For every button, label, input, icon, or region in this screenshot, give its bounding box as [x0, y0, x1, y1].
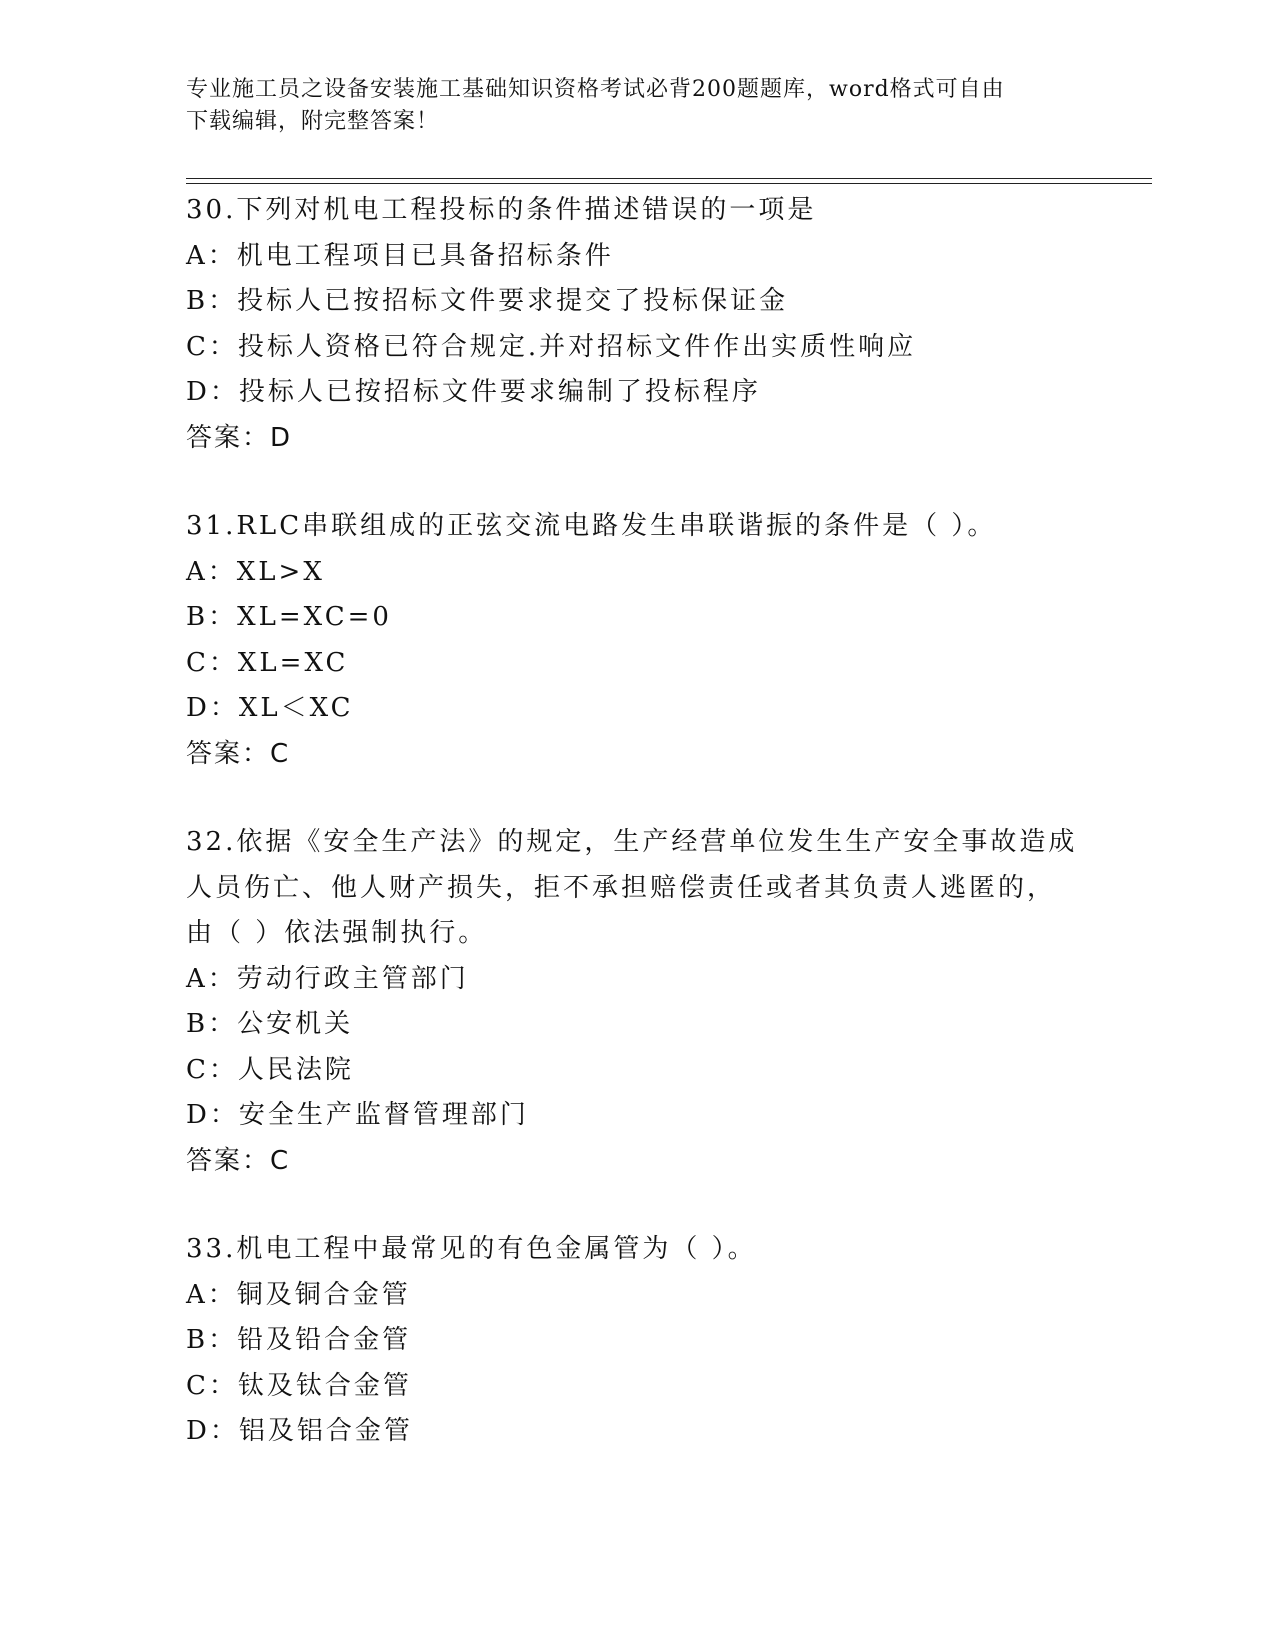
- option-a: A：铜及铜合金管: [186, 1279, 411, 1310]
- question-text: 人员伤亡、他人财产损失，拒不承担赔偿责任或者其负责人逃匿的，: [186, 872, 1057, 903]
- question-list: [186, 188, 1086, 1455]
- spacer: [186, 461, 1086, 504]
- answer: 答案：C: [186, 738, 291, 769]
- question-31: [186, 504, 1086, 777]
- spacer: [186, 1184, 1086, 1227]
- option-d: D：投标人已按招标文件要求编制了投标程序: [186, 377, 761, 407]
- question-33: [186, 1227, 1086, 1455]
- option-c: C：钛及钛合金管: [186, 1370, 412, 1401]
- option-c: C：人民法院: [186, 1054, 354, 1085]
- option-b: B：铅及铅合金管: [186, 1325, 412, 1355]
- option-b: B：XL=XC=0: [186, 602, 392, 632]
- question-text: 30.下列对机电工程投标的条件描述错误的一项是: [186, 195, 817, 225]
- document-header: [186, 74, 1066, 138]
- question-text: 由（ ）依法强制执行。: [186, 918, 488, 948]
- answer: 答案：C: [186, 1145, 291, 1176]
- answer: 答案：D: [186, 422, 293, 453]
- header-rule-top: [186, 178, 1152, 179]
- option-d: D：铝及铝合金管: [186, 1416, 413, 1446]
- option-b: B：公安机关: [186, 1009, 354, 1039]
- option-c: C：投标人资格已符合规定.并对招标文件作出实质性响应: [186, 331, 917, 362]
- header-line-1: 专业施工员之设备安装施工基础知识资格考试必背200题题库，word格式可自由: [186, 77, 1005, 102]
- header-line-2: 下载编辑，附完整答案！: [186, 109, 440, 134]
- header-rule-bottom: [186, 183, 1152, 184]
- option-b: B：投标人已按招标文件要求提交了投标保证金: [186, 286, 789, 316]
- option-d: D：安全生产监督管理部门: [186, 1100, 529, 1130]
- question-text: 32.依据《安全生产法》的规定，生产经营单位发生生产安全事故造成: [186, 827, 1078, 857]
- question-text: 31.RLC串联组成的正弦交流电路发生串联谐振的条件是（ ）。: [186, 511, 997, 541]
- option-a: A：劳动行政主管部门: [186, 963, 469, 994]
- option-a: A：机电工程项目已具备招标条件: [186, 240, 614, 271]
- question-30: [186, 188, 1086, 461]
- option-a: A：XL>X: [186, 556, 325, 587]
- option-c: C：XL=XC: [186, 647, 349, 678]
- option-d: D：XL＜XC: [186, 693, 354, 723]
- question-32: [186, 820, 1086, 1184]
- question-text: 33.机电工程中最常见的有色金属管为（ ）。: [186, 1234, 757, 1264]
- spacer: [186, 777, 1086, 820]
